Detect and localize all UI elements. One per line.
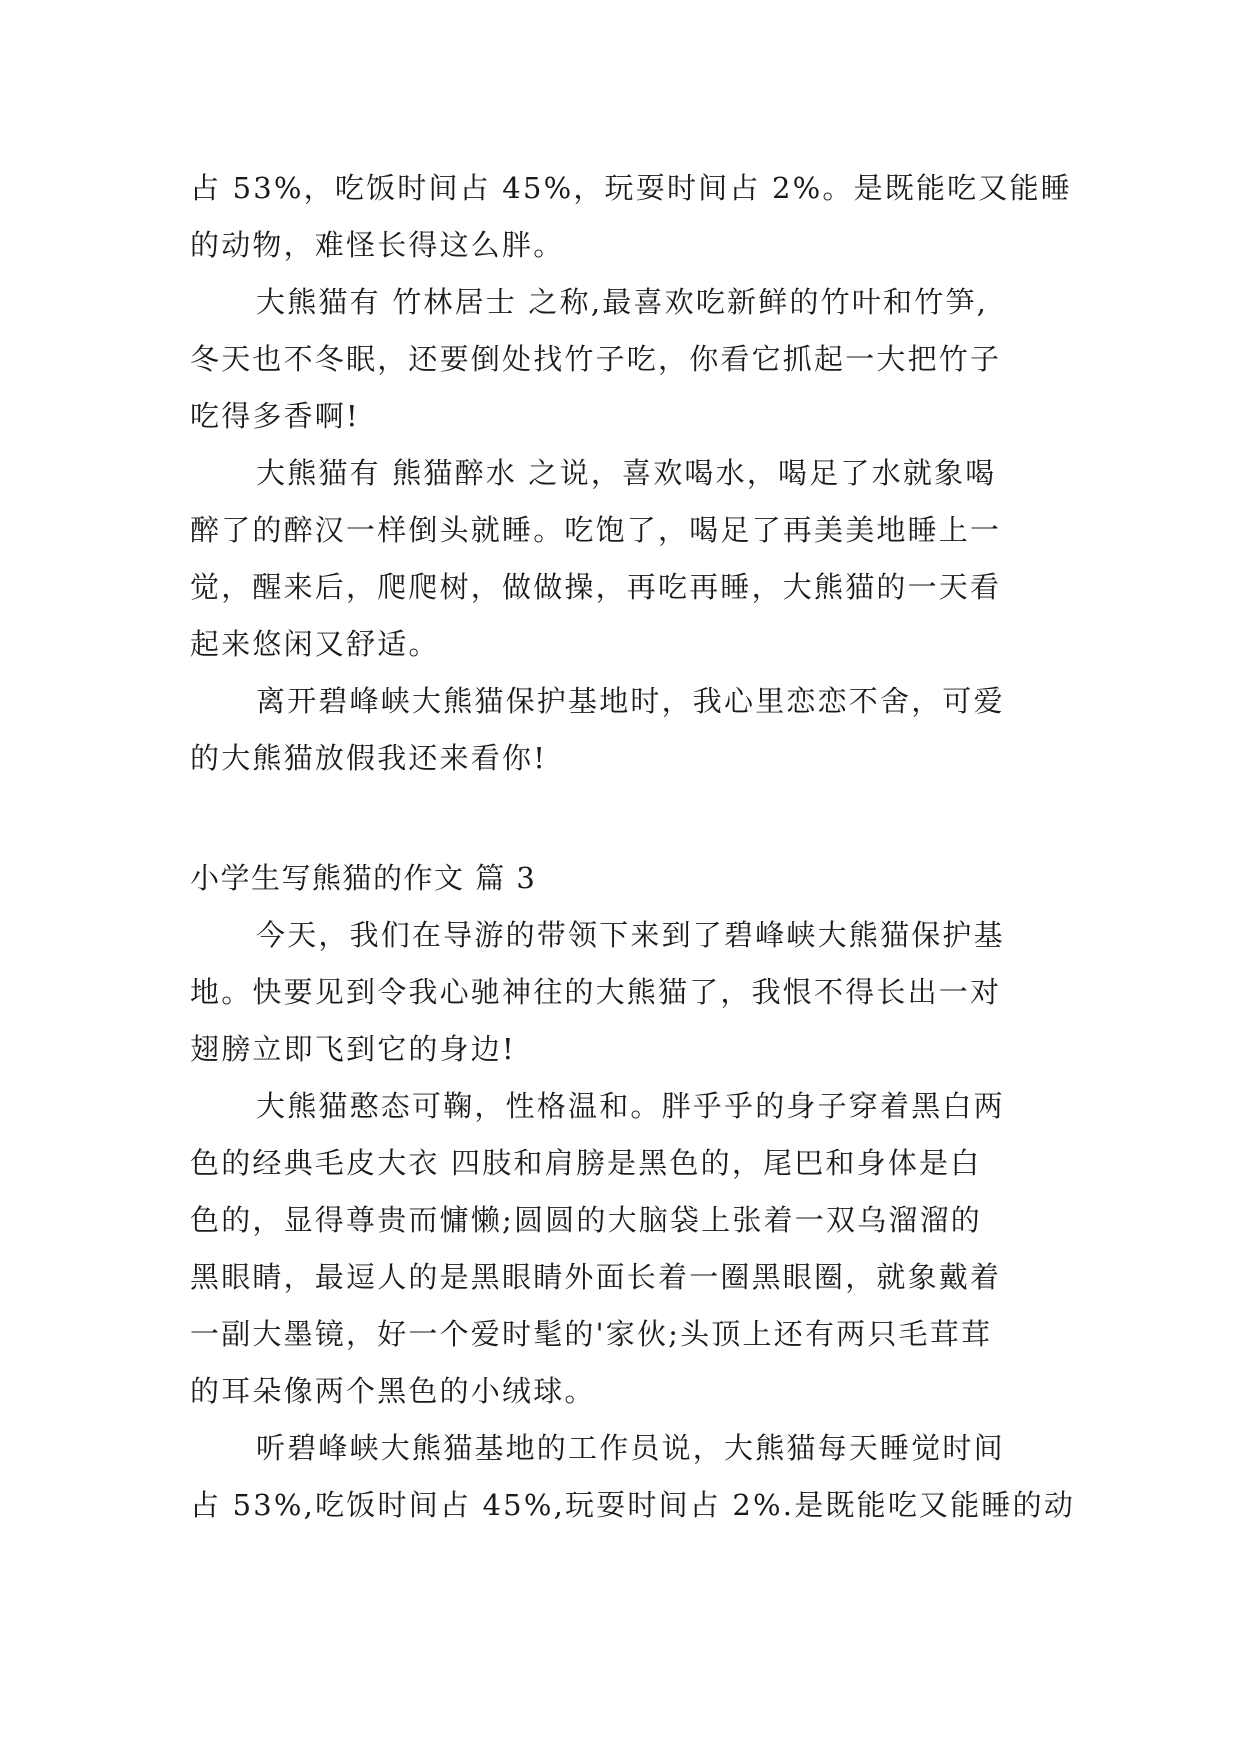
text-line: 的大熊猫放假我还来看你! <box>190 741 548 775</box>
text-line: 一副大墨镜，好一个爱时髦的'家伙;头顶上还有两只毛茸茸 <box>190 1317 993 1351</box>
text-line: 色的经典毛皮大衣 四肢和肩膀是黑色的，尾巴和身体是白 <box>190 1146 982 1180</box>
text-line: 醉了的醉汉一样倒头就睡。吃饱了，喝足了再美美地睡上一 <box>190 513 1002 547</box>
text-line: 占 53%，吃饭时间占 45%，玩耍时间占 2%。是既能吃又能睡 <box>190 171 1072 205</box>
text-line: 大熊猫憨态可鞠，性格温和。胖乎乎的身子穿着黑白两 <box>256 1089 1005 1123</box>
text-line: 色的，显得尊贵而慵懒;圆圆的大脑袋上张着一双乌溜溜的 <box>190 1203 982 1237</box>
text-line: 大熊猫有 熊猫醉水 之说，喜欢喝水，喝足了水就象喝 <box>256 456 997 490</box>
text-line: 起来悠闲又舒适。 <box>190 627 440 661</box>
text-line: 吃得多香啊! <box>190 399 360 433</box>
text-line: 黑眼睛，最逗人的是黑眼睛外面长着一圈黑眼圈，就象戴着 <box>190 1260 1002 1294</box>
text-line: 翅膀立即飞到它的身边! <box>190 1032 516 1066</box>
text-line: 大熊猫有 竹林居士 之称,最喜欢吃新鲜的竹叶和竹笋, <box>256 285 989 319</box>
text-line: 离开碧峰峡大熊猫保护基地时，我心里恋恋不舍，可爱 <box>256 684 1005 718</box>
text-line: 今天，我们在导游的带领下来到了碧峰峡大熊猫保护基 <box>256 918 1005 952</box>
text-line: 的动物，难怪长得这么胖。 <box>190 228 565 262</box>
text-line: 听碧峰峡大熊猫基地的工作员说，大熊猫每天睡觉时间 <box>256 1431 1005 1465</box>
text-line: 冬天也不冬眠，还要倒处找竹子吃，你看它抓起一大把竹子 <box>190 342 1002 376</box>
section-heading: 小学生写熊猫的作文 篇 3 <box>190 861 537 895</box>
text-line: 觉，醒来后，爬爬树，做做操，再吃再睡，大熊猫的一天看 <box>190 570 1002 604</box>
text-line: 的耳朵像两个黑色的小绒球。 <box>190 1374 596 1408</box>
text-line: 占 53%,吃饭时间占 45%,玩耍时间占 2%.是既能吃又能睡的动 <box>190 1488 1076 1522</box>
text-line: 地。快要见到令我心驰神往的大熊猫了，我恨不得长出一对 <box>190 975 1002 1009</box>
